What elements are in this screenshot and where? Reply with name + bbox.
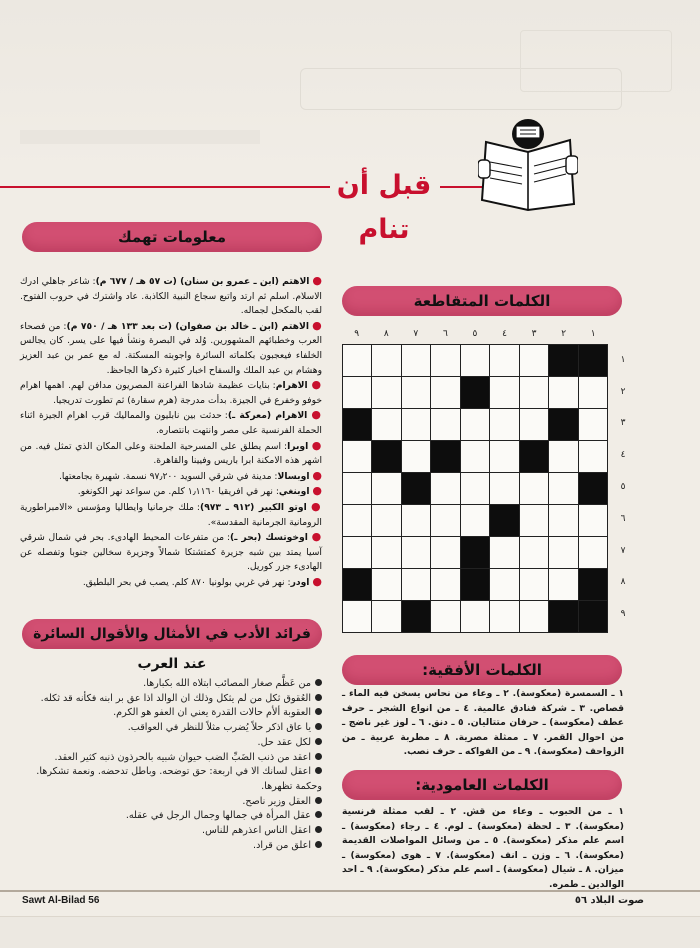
- info-entry: [20, 274, 322, 319]
- crossword-cell: [519, 601, 548, 633]
- crossword-cell: [401, 505, 430, 537]
- crossword-black-cell: [549, 409, 578, 441]
- proverb-item: [20, 736, 322, 751]
- info-entry: [20, 439, 322, 469]
- entry-text: : اسم يطلق على المسرحية الملحنة وعلى المكان الذي تمثل فيه. من اشهر هذه الامكنة ابرا باريس وفيينا والقاهرة.: [20, 440, 322, 467]
- crossword-black-cell: [549, 345, 578, 377]
- info-entry: [20, 575, 322, 591]
- crossword-row: [343, 345, 608, 377]
- crossword-cell: [343, 505, 372, 537]
- crossword-cell: [578, 441, 608, 473]
- proverb-text: لكل عقد حل.: [257, 736, 311, 748]
- crossword-cell: [460, 473, 489, 505]
- info-entry: [20, 408, 322, 438]
- header-rule-left: [0, 186, 330, 188]
- crossword-cell: [431, 569, 460, 601]
- row-number: ١: [620, 354, 626, 365]
- crossword-cell: [519, 569, 548, 601]
- crossword-cell: [549, 441, 578, 473]
- footer-right-folio: صوت البلاد ٥٦: [574, 895, 644, 906]
- column-number: ٣: [531, 329, 537, 339]
- crossword-cell: [549, 537, 578, 569]
- crossword-cell: [372, 345, 401, 377]
- entry-term: اوتو الكبير (٩١٢ ـ ٩٧٣): [199, 501, 307, 513]
- bullet-icon: ●: [311, 499, 322, 513]
- info-entries: [20, 274, 322, 590]
- proverbs-list: [20, 677, 322, 853]
- proverb-item: [20, 677, 322, 692]
- crossword-cell: [460, 505, 489, 537]
- crossword-row: [343, 473, 608, 505]
- crossword-row-numbers: [614, 344, 632, 630]
- crossword-black-cell: [578, 569, 608, 601]
- crossword-cell: [431, 505, 460, 537]
- row-number: ٣: [620, 418, 626, 429]
- entry-text: : مدينة في شرقي السويد ٩٧٫٢٠٠ نسمة. شهيرة بجامعتها.: [58, 470, 278, 482]
- proverb-text: اعقل الناس اعذرهم للناس.: [202, 825, 311, 837]
- entry-text: : من فصحاء العرب وخطبائهم المشهورين. وُلد في البصرة ونشأ فيها على يسر. كان يجالس الخلفاء فيعجبون بكلماته السائرة واجوبته المسكتة. له مع عمر بن عبد العزيز وهشام بن عبد الملك والسفاح اخبار كثيرة ذكرها الجاحظ.: [20, 320, 322, 376]
- info-entry: [20, 484, 322, 500]
- horizontal-clues-text: ١ ـ السمسرة (معكوسة). ٢ ـ وعاء من نحاس يسخن فيه الماء ـ قصاص. ٣ ـ شركة فنادق عالمية. ٤ ـ من انواع الشجر ـ حرف عطف (معكوسة) ـ حرفان متتاليان. ٥ ـ دنق. ٦ ـ لوز غير ناضج ـ من احوال القمر. ٧ ـ ممثلة مصرية. ٨ ـ مطربة عربية ـ من الزواحف (معكوسة). ٩ ـ من الفواكه ـ حرف نصب.: [342, 688, 624, 757]
- crossword-cell: [549, 473, 578, 505]
- crossword-cell: [490, 345, 519, 377]
- proverb-text: العقوبة ألأم حالات القدرة يعني ان العفو هو الكرم.: [113, 707, 311, 719]
- crossword-cell: [490, 473, 519, 505]
- crossword-cell: [372, 505, 401, 537]
- info-entry: [20, 319, 322, 378]
- crossword-black-cell: [460, 537, 489, 569]
- entry-text: : حدثت بين نابليون والمماليك قرب اهرام الجيزة اثناء الحملة الفرنسية على مصر وانتهت بانتصاره.: [20, 410, 322, 436]
- proverb-text: العقل وزير ناصح.: [242, 795, 311, 807]
- row-number: ٢: [620, 386, 626, 397]
- crossword-cell: [549, 569, 578, 601]
- proverb-item: [20, 809, 322, 824]
- crossword-cell: [549, 377, 578, 409]
- row-number: ٥: [620, 482, 626, 493]
- crossword-cell: [578, 377, 608, 409]
- info-entry: [20, 500, 322, 530]
- crossword-black-cell: [460, 377, 489, 409]
- entry-text: : شاعر جاهلي ادرك الاسلام. اسلم ثم ارتد واتبع سجاع النبية الكاذبة. عاد واشترك في حروب الفتوح. لقب بالمكحل لجماله.: [20, 276, 322, 317]
- crossword-cell: [343, 537, 372, 569]
- column-number: ٦: [442, 329, 448, 339]
- entry-term: الاهتم (ابن ـ خالد بن صفوان) (ت بعد ١٣٣ هـ / ٧٥٠ م): [66, 320, 309, 332]
- crossword-cell: [431, 473, 460, 505]
- entry-term: الاهتم (ابن ـ عمرو بن سنان) (ت ٥٧ هـ / ٦٧٧ م): [95, 276, 310, 287]
- column-number: ٤: [502, 329, 507, 339]
- crossword-cell: [431, 377, 460, 409]
- column-number: ٨: [383, 329, 389, 339]
- bullet-icon: ●: [312, 318, 322, 332]
- crossword-cell: [519, 473, 548, 505]
- crossword-cell: [372, 409, 401, 441]
- row-number: ٧: [620, 545, 626, 556]
- crossword-table: [342, 344, 608, 633]
- crossword-black-cell: [578, 473, 608, 505]
- column-number: ١: [590, 329, 596, 339]
- crossword-cell: [519, 505, 548, 537]
- crossword-black-cell: [401, 473, 430, 505]
- crossword-cell: [460, 441, 489, 473]
- proverb-text: اعلق من قراد.: [253, 839, 311, 851]
- bullet-icon: [315, 811, 322, 818]
- crossword-cell: [372, 601, 401, 633]
- info-entry: [20, 469, 322, 485]
- bullet-icon: ●: [312, 574, 322, 588]
- crossword-cell: [343, 601, 372, 633]
- row-number: ٨: [620, 577, 626, 588]
- faded-background-print: [0, 0, 700, 170]
- crossword-black-cell: [578, 345, 608, 377]
- entry-term: اوبسالا: [277, 470, 310, 482]
- crossword-cell: [343, 473, 372, 505]
- ghost-box: [520, 30, 672, 92]
- ghost-strip: [20, 130, 260, 144]
- proverb-item: [20, 721, 322, 736]
- crossword-row: [343, 601, 608, 633]
- crossword-cell: [519, 345, 548, 377]
- bullet-icon: ●: [312, 484, 322, 498]
- crossword-black-cell: [549, 601, 578, 633]
- crossword-cell: [460, 409, 489, 441]
- crossword-cell: [519, 409, 548, 441]
- crossword-row: [343, 441, 608, 473]
- entry-term: اوخوتسك (بحر ـ): [230, 532, 308, 544]
- entry-text: : بنايات عظيمة شادها الفراعنة المصريون مدافن لهم. اهمها اهرام خوفو وخفرع في الجيزة. بدأت مدرجة (هرم سقارة) ثم تطورت تدريجيا.: [20, 380, 322, 406]
- crossword-cell: [578, 409, 608, 441]
- crossword-black-cell: [343, 569, 372, 601]
- crossword-cell: [490, 377, 519, 409]
- crossword-cell: [549, 505, 578, 537]
- proverbs-section-heading: فرائد الأدب في الأمثال والأقوال السائرة عند العرب: [22, 619, 322, 649]
- crossword-cell: [490, 537, 519, 569]
- crossword-cell: [431, 537, 460, 569]
- crossword-cell: [490, 601, 519, 633]
- page-title: قبل أن تنام: [336, 170, 432, 245]
- crossword-black-cell: [460, 569, 489, 601]
- crossword-column-numbers: [342, 329, 608, 343]
- crossword-cell: [372, 537, 401, 569]
- proverb-item: [20, 839, 322, 854]
- bullet-icon: [315, 694, 322, 701]
- crossword-cell: [490, 441, 519, 473]
- crossword-cell: [519, 377, 548, 409]
- crossword-cell: [460, 345, 489, 377]
- entry-term: الاهرام: [275, 380, 308, 392]
- bullet-icon: [315, 723, 322, 730]
- crossword-cell: [372, 377, 401, 409]
- column-number: ٧: [413, 329, 419, 339]
- info-section-heading: معلومات تهمك: [22, 222, 322, 252]
- crossword-heading: الكلمات المتقاطعة: [342, 286, 622, 316]
- column-number: ٩: [354, 329, 360, 339]
- crossword-row: [343, 569, 608, 601]
- crossword-row: [343, 537, 608, 569]
- bullet-icon: [315, 767, 322, 774]
- crossword-cell: [343, 345, 372, 377]
- bullet-icon: [315, 797, 322, 804]
- crossword-black-cell: [490, 505, 519, 537]
- row-number: ٩: [620, 609, 626, 620]
- crossword-cell: [372, 569, 401, 601]
- bullet-icon: [315, 841, 322, 848]
- proverb-item: [20, 765, 322, 794]
- crossword-black-cell: [401, 601, 430, 633]
- bullet-icon: [315, 753, 322, 760]
- crossword-black-cell: [431, 441, 460, 473]
- crossword-black-cell: [578, 601, 608, 633]
- crossword-cell: [490, 409, 519, 441]
- crossword-cell: [343, 377, 372, 409]
- crossword-cell: [519, 537, 548, 569]
- crossword-row: [343, 505, 608, 537]
- proverb-text: اعقل لسانك الا في اربعة: حق توضحه. وباطل تدحضه. ونعمة تشكرها. وحكمة تظهرها.: [36, 766, 322, 792]
- entry-term: اوبرا: [287, 440, 309, 452]
- bullet-icon: [315, 738, 322, 745]
- entry-term: اودر: [290, 576, 310, 588]
- crossword-black-cell: [519, 441, 548, 473]
- bullet-icon: ●: [312, 274, 322, 287]
- crossword-cell: [431, 601, 460, 633]
- crossword-cell: [401, 345, 430, 377]
- bullet-icon: ●: [311, 378, 323, 392]
- bullet-icon: ●: [311, 438, 323, 452]
- bullet-icon: [315, 708, 322, 715]
- proverb-item: [20, 692, 322, 707]
- entry-text: : نهر في غربي بولونيا ٨٧٠ كلم. يصب في بحر البلطيق.: [82, 576, 291, 588]
- page-bottom-band: [0, 916, 700, 948]
- info-entry: [20, 378, 322, 408]
- crossword-grid: [342, 344, 608, 630]
- crossword-row: [343, 409, 608, 441]
- crossword-cell: [490, 569, 519, 601]
- footer-rule: [0, 890, 700, 892]
- row-number: ٤: [620, 450, 626, 461]
- crossword-cell: [401, 377, 430, 409]
- newspaper-reader-illustration: [478, 112, 578, 212]
- crossword-cell: [431, 409, 460, 441]
- info-entry: [20, 530, 322, 575]
- column-number: ٢: [561, 329, 567, 339]
- footer-left-folio: Sawt Al-Bilad 56: [22, 895, 100, 906]
- bullet-icon: [315, 679, 322, 686]
- proverb-item: [20, 751, 322, 766]
- bullet-icon: ●: [312, 468, 322, 482]
- crossword-cell: [401, 537, 430, 569]
- crossword-black-cell: [343, 409, 372, 441]
- crossword-black-cell: [372, 441, 401, 473]
- column-number: ٥: [472, 329, 478, 339]
- vertical-clues-text: ١ ـ من الحبوب ـ وعاء من قش. ٢ ـ لقب ممثلة فرنسية (معكوسة). ٣ ـ لحظة (معكوسة) ـ لوم. ٤ ـ رجاء (معكوسة) ـ اسم علم مذكر (معكوسة). ٥ ـ من وسائل المواصلات القديمة (معكوسة). ٦ ـ وزن ـ انف (معكوسة). ٧ ـ هوى (معكوسة) ـ ميزان. ٨ ـ شيال (معكوسة) ـ اسم علم مذكر (معكوسة). ٩ ـ احد الوالدين ـ طمره.: [342, 806, 625, 890]
- crossword-cell: [578, 505, 608, 537]
- entry-text: : نهر في افريقيا ١٫١١٦٠ كلم. من سواعد نهر الكونغو.: [77, 486, 279, 498]
- proverb-text: العُقوق ثكل من لم يثكل وذلك ان الوالد اذا عق بر ابنه فكأنه قد ثكله.: [40, 692, 311, 704]
- horizontal-clues-heading: الكلمات الأفقية:: [342, 655, 622, 685]
- crossword-cell: [431, 345, 460, 377]
- proverb-text: عقل المرأة في جمالها وجمال الرجل في عقله.: [125, 810, 311, 822]
- row-number: ٦: [620, 513, 626, 524]
- crossword-cell: [401, 569, 430, 601]
- proverb-item: [20, 795, 322, 810]
- bullet-icon: ●: [311, 530, 322, 544]
- proverb-item: [20, 824, 322, 839]
- entry-term: الاهرام (معركة ـ): [227, 410, 308, 422]
- entry-text: : من متفرعات المحيط الهادىء. بحر في شمال شرقي آسيا يمتد بين شبه جزيرة كمتشتكا شمالاً وجزيرة سخالين جنوبا وتفصله عن الهادىء جزر كوريل.: [20, 532, 322, 573]
- proverb-item: [20, 706, 322, 721]
- crossword-cell: [578, 537, 608, 569]
- entry-term: اوبنغي: [278, 486, 310, 498]
- bullet-icon: ●: [311, 408, 322, 422]
- crossword-row: [343, 377, 608, 409]
- crossword-cell: [372, 473, 401, 505]
- crossword-cell: [460, 601, 489, 633]
- vertical-clues-heading: الكلمات العامودية:: [342, 770, 622, 800]
- crossword-cell: [343, 441, 372, 473]
- crossword-cell: [401, 409, 430, 441]
- proverb-text: يا عاق اذكر حلاً يُضرب مثلاً للنظر في العواقب.: [127, 722, 311, 734]
- proverb-text: من عَظَّم صغار المصائب ابتلاه الله بكبارها.: [143, 678, 311, 689]
- proverb-text: اعقد من ذنب الضَبِّ الضب حيوان شبيه بالحرذون ذنبه كثير العقد.: [54, 751, 311, 763]
- entry-text: : ملك جرمانيا وايطاليا ومؤسس «الامبراطورية الرومانية الجرمانية المقدسة».: [20, 501, 322, 528]
- bullet-icon: [315, 826, 322, 833]
- crossword-cell: [401, 441, 430, 473]
